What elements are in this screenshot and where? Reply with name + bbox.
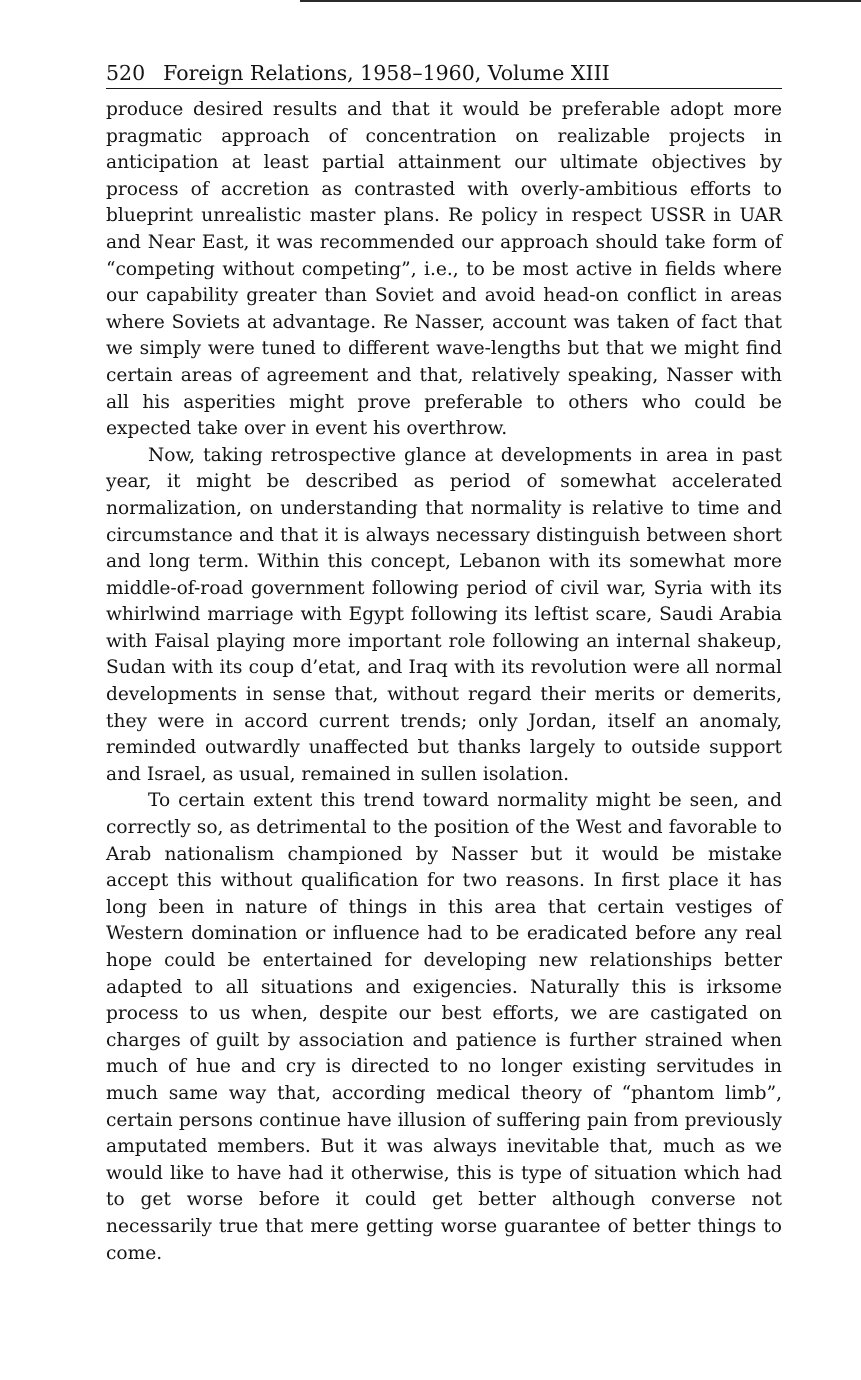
page-number: 520 [106,61,146,85]
body-text [106,97,782,1267]
paragraph-retrospective: Now, taking retrospective glance at developments in area in past year, it might be described as period of somewhat accelerated normalization, on understanding that normality is relative to time and circumstance and that it is always necessary distinguish between short and long term. Within this concept, Lebanon with its somewhat more middle-of-road government following period of civil war, Syria with its whirlwind marriage with Egypt following its leftist scare, Saudi Arabia with Faisal playing more important role following an internal shakeup, Sudan with its coup d’etat, and Iraq with its revolution were all normal developments in sense that, without regard their merits or demerits, they were in accord current trends; only Jordan, itself an anomaly, reminded outwardly unaffected but thanks largely to outside support and Israel, as usual, remained in sullen isolation. [106,444,782,785]
top-edge-rule [300,0,861,2]
paragraph-normality-trend: To certain extent this trend toward normality might be seen, and correctly so, as detrimental to the position of the West and favorable to Arab nationalism championed by Nasser but it would be mistake accept this without qualification for two reasons. In first place it has long been in nature of things in this area that certain vestiges of Western domination or influence had to be eradicated before any real hope could be entertained for developing new relationships better adapted to all situations and exigencies. Naturally this is irksome process to us when, despite our best efforts, we are castigated on charges of guilt by association and patience is further strained when much of hue and cry is directed to no longer existing servitudes in much same way that, according medical theory of “phantom limb”, certain persons continue have illusion of suffering pain from previously amputated members. But it was always inevitable that, much as we would like to have had it otherwise, this is type of situation which had to get worse before it could get better although converse not necessarily true that mere getting worse guarantee of better things to come. [106,790,782,1264]
running-header [106,60,782,89]
paragraph-continuation: produce desired results and that it would be preferable adopt more pragmatic approach of concentration on realizable projects in anticipation at least partial attainment our ultimate objectives by process of accretion as contrasted with overly-ambitious efforts to blueprint unrealistic master plans. Re policy in respect USSR in UAR and Near East, it was recommended our approach should take form of “competing without competing”, i.e., to be most active in fields where our capability greater than Soviet and avoid head-on conflict in areas where Soviets at advantage. Re Nasser, account was taken of fact that we simply were tuned to different wave-lengths but that we might find certain areas of agreement and that, relatively speaking, Nasser with all his asperities might prove preferable to others who could be expected take over in event his overthrow. [106,99,782,440]
running-title: Foreign Relations, 1958–1960, Volume XIII [163,61,610,85]
document-page [106,60,782,1267]
